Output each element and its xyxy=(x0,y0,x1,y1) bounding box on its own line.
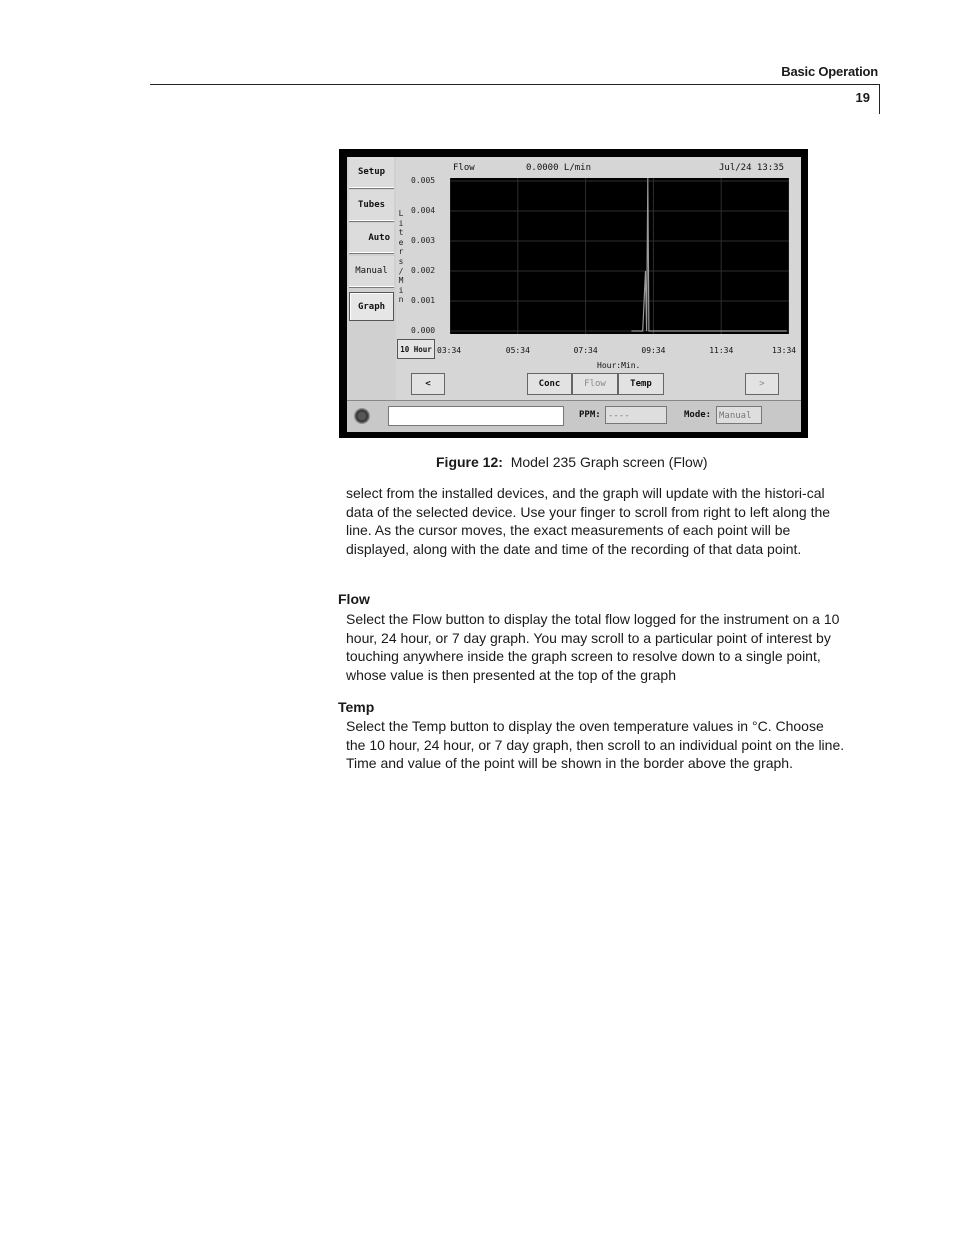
range-10-hour-button[interactable]: 10 Hour xyxy=(397,339,435,359)
figure-caption xyxy=(436,454,708,470)
header-vertical-rule xyxy=(879,84,880,114)
figure-label: Figure 12: xyxy=(436,454,503,470)
ppm-label: PPM: xyxy=(579,410,601,420)
intro-paragraph: select from the installed devices, and the graph will update with the histori-cal data of the selected device. Use your finger to scroll from right to left along the line. As the cursor moves, the exact measurements of each point will be displayed, along with the date and time of the recording of that data point. xyxy=(346,485,831,557)
x-tick-label: 09:34 xyxy=(641,346,666,355)
page-number: 19 xyxy=(855,90,870,105)
sidebar-item-tubes[interactable]: Tubes xyxy=(349,190,394,221)
date-time: Jul/24 13:35 xyxy=(719,163,785,173)
flow-chart-svg xyxy=(450,178,789,334)
figure-caption-text: Model 235 Graph screen (Flow) xyxy=(510,454,708,470)
sidebar-item-auto[interactable]: Auto xyxy=(349,223,394,253)
y-axis-label: L i t e r s / M i n xyxy=(398,209,404,305)
graph-title: Flow xyxy=(453,163,475,173)
y-tick-label: 0.004 xyxy=(411,206,436,215)
mode-field: Manual xyxy=(716,406,762,424)
flow-button[interactable]: Flow xyxy=(572,373,618,395)
sidebar xyxy=(347,157,396,400)
header-rule xyxy=(150,84,879,85)
temp-heading: Temp xyxy=(338,699,375,715)
flow-heading: Flow xyxy=(338,591,370,607)
temp-paragraph: Select the Temp button to display the oven temperature values in °C. Choose the 10 hour, 24 hour, or 7 day graph, then scroll to an individual point on the line. Time and value of the point will be shown in the border above the graph. xyxy=(346,718,845,772)
x-tick-label: 11:34 xyxy=(709,346,734,355)
y-tick-label: 0.001 xyxy=(411,296,436,305)
flow-series-line xyxy=(631,178,786,331)
device-screenshot xyxy=(339,149,808,438)
next-button[interactable]: > xyxy=(745,373,779,395)
temp-button[interactable]: Temp xyxy=(618,373,664,395)
x-axis-label: Hour:Min. xyxy=(597,361,641,370)
y-tick-label: 0.000 xyxy=(411,326,436,335)
y-tick-label: 0.003 xyxy=(411,236,436,245)
x-tick-label: 13:34 xyxy=(772,346,797,355)
ppm-field: ---- xyxy=(605,406,667,424)
message-field xyxy=(388,406,564,426)
graph-screen xyxy=(347,157,801,431)
status-bar xyxy=(347,400,801,432)
flow-paragraph: Select the Flow button to display the total flow logged for the instrument on a 10 hour, 24 hour, or 7 day graph. You may scroll to a particular point of interest by touching anywhere inside the graph screen to resolve down to a single point, whose value is then presented at the top of the graph xyxy=(346,611,840,683)
x-tick-label: 07:34 xyxy=(573,346,598,355)
sidebar-item-graph[interactable]: Graph xyxy=(349,292,394,321)
mode-label: Mode: xyxy=(684,410,712,420)
y-tick-label: 0.005 xyxy=(411,176,436,185)
flow-plot[interactable] xyxy=(450,178,789,334)
current-value: 0.0000 L/min xyxy=(526,163,592,173)
section-title: Basic Operation xyxy=(781,64,878,79)
sidebar-item-setup[interactable]: Setup xyxy=(349,157,394,188)
x-tick-label: 05:34 xyxy=(505,346,530,355)
status-led-icon xyxy=(354,408,370,424)
sidebar-item-manual[interactable]: Manual xyxy=(349,256,394,287)
y-tick-label: 0.002 xyxy=(411,266,436,275)
prev-button[interactable]: < xyxy=(411,373,445,395)
x-tick-label: 03:34 xyxy=(437,346,462,355)
conc-button[interactable]: Conc xyxy=(527,373,572,395)
